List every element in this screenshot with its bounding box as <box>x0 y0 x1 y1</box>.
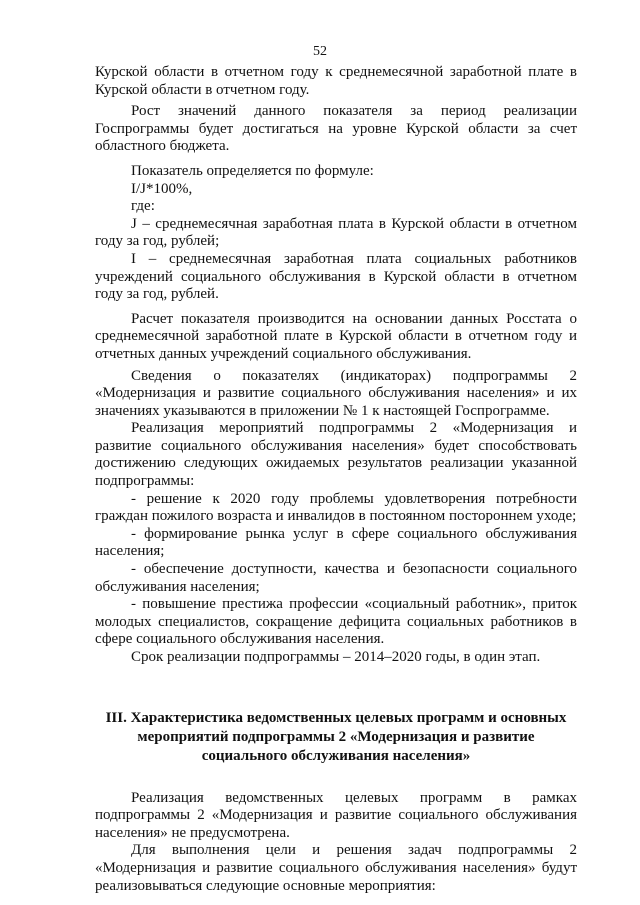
paragraph: Срок реализации подпрограммы – 2014–2020 годы, в один этап. <box>131 649 541 665</box>
list-item: - повышение престижа профессии «социальный работник», приток молодых специалистов, сокращение дефицита социальных работников в сфере социального обслуживания населения. <box>95 596 577 648</box>
paragraph: Курской области в отчетном году к среднемесячной заработной плате в Курской области в отчетном году. <box>95 64 577 98</box>
paragraph: Реализация мероприятий подпрограммы 2 «Модернизация и развитие социального обслуживания населения» будет способствовать достижению следующих ожидаемых результатов реализации указанной подпрограммы: <box>95 420 577 490</box>
paragraph: Расчет показателя производится на основании данных Росстата о среднемесячной заработной плате в Курской области в отчетном году и отчетных данных учреждений социального обслуживания. <box>95 310 577 362</box>
list-item: - формирование рынка услуг в сфере социального обслуживания населения; <box>95 525 577 560</box>
definition-j: J – среднемесячная заработная плата в Курской области в отчетном году за год, рублей; <box>95 215 577 250</box>
paragraph: где: <box>131 198 155 215</box>
section-heading: III. Характеристика ведомственных целевых программ и основных мероприятий подпрограммы 2 «Модернизация и развитие социального обслуживания населения» <box>105 709 567 764</box>
page-number: 52 <box>313 44 327 59</box>
document-body <box>95 64 577 895</box>
list-item: - решение к 2020 году проблемы удовлетворения потребности граждан пожилого возраста и инвалидов в постоянном постороннем уходе; <box>95 490 577 525</box>
paragraph: Для выполнения цели и решения задач подпрограммы 2 «Модернизация и развитие социального обслуживания населения» будут реализовываться следующие основные мероприятия: <box>95 842 577 894</box>
list-item: - обеспечение доступности, качества и безопасности социального обслуживания населения; <box>95 561 577 595</box>
definition-i: I – среднемесячная заработная плата социальных работников учреждений социального обслуживания в Курской области в отчетном году за год, рублей. <box>95 250 577 303</box>
paragraph: Рост значений данного показателя за период реализации Госпрограммы будет достигаться на уровне Курской области за счет областного бюджета. <box>95 103 577 155</box>
paragraph: Реализация ведомственных целевых программ в рамках подпрограммы 2 «Модернизация и развитие социального обслуживания населения» не предусмотрена. <box>95 789 577 841</box>
paragraph: Показатель определяется по формуле: <box>131 162 374 179</box>
paragraph: Сведения о показателях (индикаторах) подпрограммы 2 «Модернизация и развитие социального обслуживания населения» и их значениях указываются в приложении № 1 к настоящей Госпрограмме. <box>95 367 577 419</box>
formula: I/J*100%, <box>131 180 193 197</box>
